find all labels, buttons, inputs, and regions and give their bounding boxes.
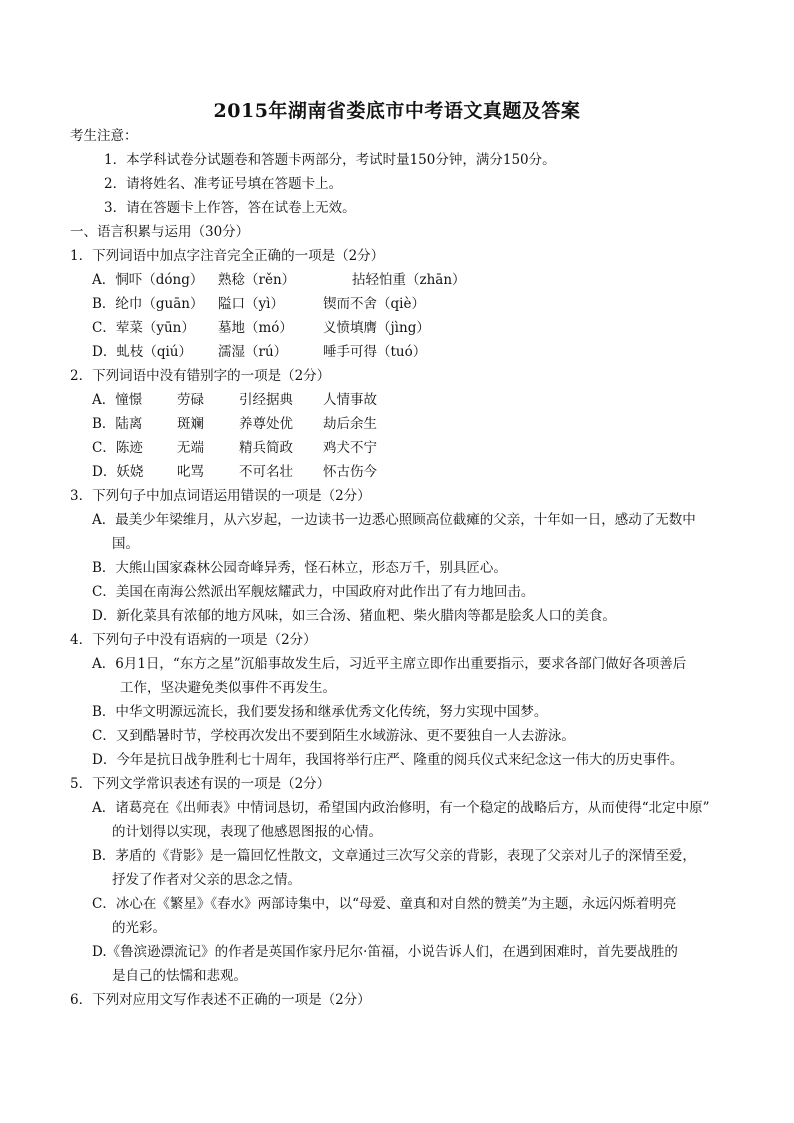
q2-option-b-word-2: 斑斓 [177,416,204,432]
question-5-stem: 5．下列文学常识表述有误的一项是（2分） [70,776,331,792]
q5-option-a-cont: 的计划得以实现，表现了他感恩图报的心情。 [112,824,382,840]
q2-option-b-word-1: B．陆离 [92,416,143,432]
q2-option-d-word-3: 不可名壮 [239,464,293,480]
q2-option-d-word-2: 叱骂 [177,464,204,480]
q4-option-b: B．中华文明源远流长，我们要发扬和继承优秀文化传统，努力实现中国梦。 [92,704,548,720]
q1-option-c-word-3: 义愤填膺（jìng） [323,320,430,336]
q1-option-d-word-1: D．虬枝（qiú） [92,344,192,360]
q1-option-c-word-1: C．荤菜（yūn） [92,320,195,336]
q4-option-d: D．今年是抗日战争胜利七十周年，我国将举行庄严、隆重的阅兵仪式来纪念这一伟大的历史事件。 [92,752,684,768]
q1-option-d-word-3: 唾手可得（tuó） [323,344,427,360]
question-4-stem: 4．下列句子中没有语病的一项是（2分） [70,632,317,648]
q3-option-c: C．美国在南海公然派出军舰炫耀武力，中国政府对此作出了有力地回击。 [92,584,535,600]
q2-option-d-word-4: 怀古伤今 [323,464,377,480]
q1-option-a-word-1: A．恫吓（dóng） [92,272,204,288]
q3-option-a: A．最美少年梁维月，从六岁起，一边读书一边悉心照顾高位截瘫的父亲，十年如一日，感动了无数中 [92,512,696,528]
q5-option-d: D.《鲁滨逊漂流记》的作者是英国作家丹尼尔·笛福，小说告诉人们，在遇到困难时，首先要战胜的 [92,944,678,960]
q1-option-b-word-2: 隘口（yì） [218,296,284,312]
q1-option-c-word-2: 墓地（mó） [218,320,293,336]
q5-option-c: C．冰心在《繁星》《春水》两部诗集中，以“母爱、童真和对自然的赞美”为主题，永远闪烁着明亮 [92,896,677,912]
q5-option-d-cont: 是自己的怯懦和悲观。 [112,968,247,984]
q4-option-c: C．又到酷暑时节，学校再次发出不要到陌生水域游泳、更不要独自一人去游泳。 [92,728,575,744]
q2-option-c-word-1: C．陈迹 [92,440,143,456]
q1-option-d-word-2: 濡湿（rú） [218,344,288,360]
q2-option-b-word-4: 劫后余生 [323,416,377,432]
notice-item-1: 1．本学科试卷分试题卷和答题卡两部分，考试时量150分钟，满分150分。 [104,152,556,168]
q3-option-a-cont: 国。 [112,536,139,552]
q5-option-b: B．茅盾的《背影》是一篇回忆性散文，文章通过三次写父亲的背影，表现了父亲对儿子的深情至爱， [92,848,696,864]
q1-option-a-word-3: 拈轻怕重（zhān） [352,272,466,288]
q2-option-d-word-1: D．妖娆 [92,464,144,480]
notice-heading: 考生注意： [70,128,138,144]
question-2-stem: 2．下列词语中没有错别字的一项是（2分） [70,368,331,384]
notice-item-3: 3．请在答题卡上作答，答在试卷上无效。 [104,200,356,216]
q2-option-c-word-2: 无端 [177,440,204,456]
q1-option-b-word-3: 锲而不舍（qiè） [323,296,425,312]
question-6-stem: 6．下列对应用文写作表述不正确的一项是（2分） [70,992,371,1008]
q3-option-b: B．大熊山国家森林公园奇峰异秀，怪石林立，形态万千，别具匠心。 [92,560,507,576]
q2-option-c-word-4: 鸡犬不宁 [323,440,377,456]
q2-option-a-word-2: 劳碌 [177,392,204,408]
q2-option-a-word-4: 人情事故 [323,392,377,408]
question-1-stem: 1．下列词语中加点字注音完全正确的一项是（2分） [70,248,385,264]
q4-option-a-cont: 工作，坚决避免类似事件不再发生。 [120,680,336,696]
q5-option-c-cont: 的光彩。 [112,920,166,936]
page-title: 2015年湖南省娄底市中考语文真题及答案 [213,100,581,122]
q5-option-a: A．诸葛亮在《出师表》中情词恳切，希望国内政治修明，有一个稳定的战略后方，从而使得“北定中原” [92,800,710,816]
q2-option-c-word-3: 精兵简政 [239,440,293,456]
q2-option-a-word-1: A．憧憬 [92,392,143,408]
q3-option-d: D．新化菜具有浓郁的地方风味，如三合汤、猪血粑、柴火腊肉等都是脍炙人口的美食。 [92,608,616,624]
q2-option-b-word-3: 养尊处优 [239,416,293,432]
q2-option-a-word-3: 引经据典 [239,392,293,408]
section-heading: 一、语言积累与运用（30分） [70,224,250,240]
q1-option-b-word-1: B．纶巾（guān） [92,296,204,312]
q4-option-a: A．6月1日，“东方之星”沉船事故发生后，习近平主席立即作出重要指示，要求各部门做好各项善后 [92,656,687,672]
question-3-stem: 3．下列句子中加点词语运用错误的一项是（2分） [70,488,371,504]
notice-item-2: 2．请将姓名、准考证号填在答题卡上。 [104,176,343,192]
q5-option-b-cont: 抒发了作者对父亲的思念之情。 [112,872,301,888]
q1-option-a-word-2: 熟稔（rěn） [218,272,296,288]
